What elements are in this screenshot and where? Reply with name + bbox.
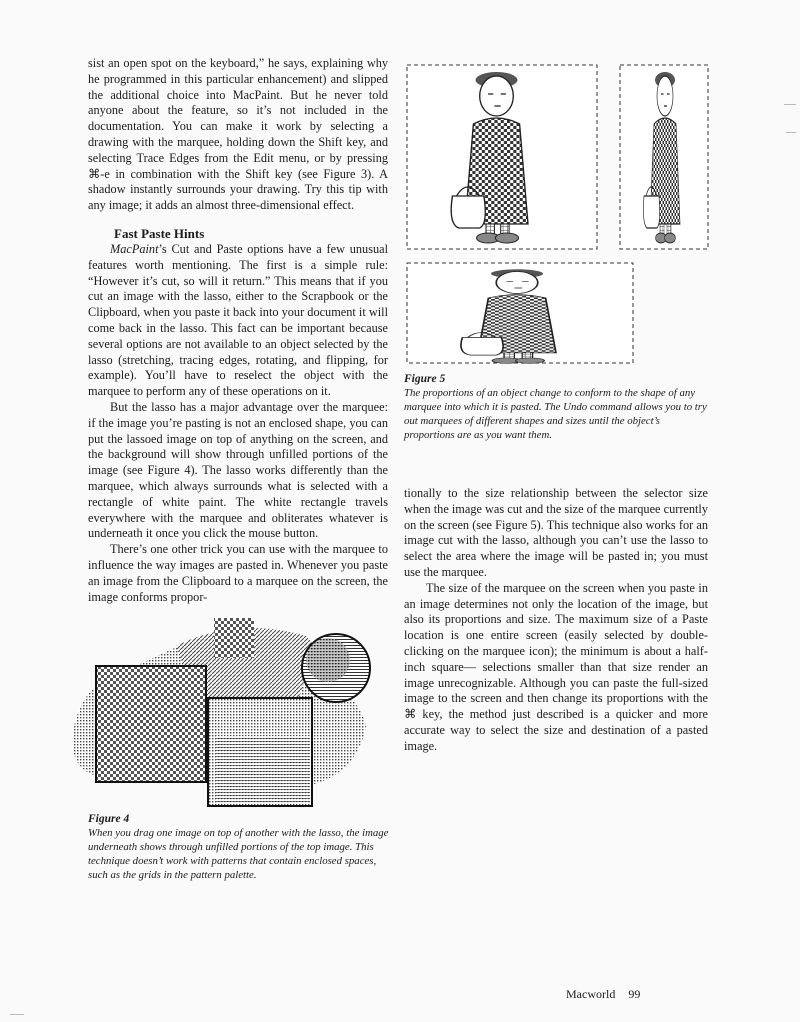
figure-5-title: Figure 5 [404, 373, 446, 385]
checker-strip [214, 618, 254, 658]
figure-4-title: Figure 4 [88, 813, 130, 825]
scan-mark [784, 104, 796, 105]
square-front-inner [216, 736, 310, 804]
scan-mark [786, 132, 796, 133]
paragraph: But the lasso has a major advantage over the marquee: if the image you’re pasting is not an enclosed shape, you can put the lassoed image on top of anything on the screen, and the background will show through unfilled portions of the image (see Figure 4). The lasso works differently than the marquee, which always surrounds what is selected with a rectangle of white paint. The white rectangle travels everywhere with the marquee and obliterates whatever is underneath it once you click the mouse button. [88, 399, 388, 541]
figure-5-caption [404, 372, 708, 442]
square-back [96, 666, 206, 782]
page-folio [566, 987, 640, 1002]
figure-5-illustration [400, 58, 716, 370]
right-column [404, 486, 708, 755]
paragraph: The size of the marquee on the screen when you paste in an image determines not only the location of the image, but also its proportions and size. The maximum size of a Paste location is one entire screen (easily selected by double-clicking on the marquee icon); the minimum is about a half-inch square— selections smaller than that size render an image unrecognizable. Although you can paste the full-sized image to the screen and then change its proportions with the ⌘ key, the method just described is a quicker and more accurate way to select the size and destination of a pasted image. [404, 580, 708, 753]
app-name: MacPaint [110, 241, 159, 256]
paragraph: There’s one other trick you can use with the marquee to influence the way images are pasted in. Whenever you paste an image from the Clipboard to a marquee on the screen, the image conforms propor- [88, 542, 388, 604]
paragraph: tionally to the size relationship between the selector size when the image was cut and the size of the marquee currently on the screen (see Figure 5). This technique also works for an image cut with the lasso, although you can’t use the lasso to select the area where the image will be pasted in; you must use the marquee. [404, 486, 708, 579]
circle-dense-fill [306, 638, 350, 682]
figure-4-caption [88, 812, 393, 882]
figure-4-text: When you drag one image on top of another with the lasso, the image underneath shows through unfilled portions of the top image. This technique doesn’t work with patterns that contain enclosed spaces, such as the grids in the pattern palette. [88, 827, 389, 881]
scan-mark [10, 1014, 24, 1015]
section-heading: Fast Paste Hints [114, 225, 205, 241]
paragraph: sist an open spot on the keyboard,” he says, explaining why he programmed in this particular enhancement) and slipped the additional choice into MacPaint. But he never told anyone about the feature, so it’s not included in the documentation. You can make it work by selecting a drawing with the marquee, holding down the Shift key, and selecting Trace Edges from the Edit menu, or by pressing ⌘-e in combination with the Shift key (see Figure 3). A shadow instantly surrounds your drawing. Try this tip with any image; it adds an almost three-dimensional effect. [88, 56, 388, 213]
figure-5-text: The proportions of an object change to conform to the shape of any marquee into which it is pasted. The Undo command allows you to try out marquees of different shapes and sizes until the object’s proportions are as you want them. [404, 387, 707, 441]
publication-name: Macworld [566, 987, 616, 1001]
left-column [88, 56, 388, 605]
page-number: 99 [628, 987, 641, 1001]
paragraph: MacPaint’s Cut and Paste options have a few unusual features worth mentioning. The first is a simple rule: “However it’s cut, so will it return.” This means that if you cut an image with the lasso, either to the Scrapbook or the Clipboard, when you paste it back into your document it will come back in the lasso. This fact can be important because several options are not available to an object selected by the lasso (stretching, tracing edges, rotating, and flipping, for example). You’ll have to reselect the object with the marquee to perform any of these operations on it. [88, 241, 388, 399]
figure-4-illustration [56, 606, 396, 810]
